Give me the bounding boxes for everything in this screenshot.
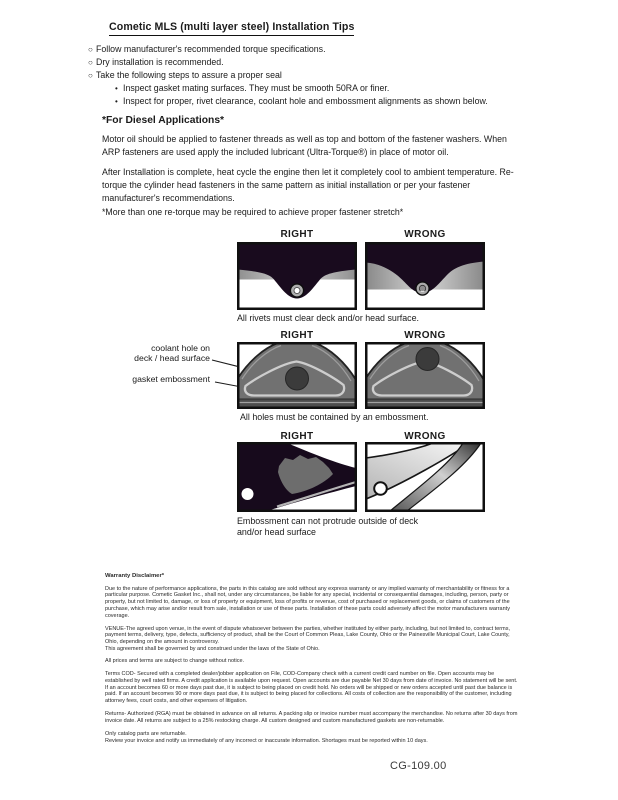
wrong-label: WRONG <box>404 330 446 341</box>
warranty-disclaimer-section: Warranty Disclaimer* Due to the nature of performance applications, the parts in this catalog are sold without any express warranty or any implied warranty of merchantability or fitness for a particular purpose. Cometic Gasket Inc., shall not, under any circumstances, be liable for any special, incidental or consequential damages, including, person, party or property, but not limited to, damage, or loss of property or equipment, loss of profits or revenue, cost of purchased or replacement goods, or claims of customers of the purchase, which may arise and/or result from sale, installation or use of these parts. Installation of these parts could adversely affect the motor manufacturers warranty coverage. VENUE-The agreed upon venue, in the event of dispute whatsoever between the parties, whether instituted by either party, including, but not limited to, contract terms, payment terms, delivery, type, defects, sufficiency of product, shall be the Court of Common Pleas, Lake County, Ohio or the Painesville Municipal Court, Lake County, Ohio, depending on the amount in controversy. This agreement shall be governed by and construed under the laws of the State of Ohio. All prices and terms are subject to change without notice. Terms COD- Secured with a completed dealer/jobber application on File, COD-Company check with a current credit card number on file. Open accounts may be established by well rated firms. A credit application is available upon request. Open accounts are due payable Net 30 days from date of invoice. No statement will be sent. If an account becomes 60 or more days past due, it is subject to being placed on credit hold. No orders will be shipped or new orders accepted until past due balance is paid. If an account becomes 90 or more days past due, it is subject to being placed for collections. All costs of collection are the responsibility of the customer, including attorney fees, court costs, and other expenses of litigation. Returns- Authorized (RGA) must be obtained in advance on all returns. A packing slip or invoice number must accompany the merchandise. No returns after 30 days from invoice date. All returns are subject to a 25% restocking charge. All custom designed and custom manufactured gaskets are non-returnable. Only catalog parts are returnable. Review your invoice and notify us immediately of any incorrect or inaccurate information. Shortages must be reported within 10 days. <box>105 573 520 750</box>
page-code: CG-109.00 <box>390 760 447 772</box>
protrusion-wrong-diagram <box>365 442 485 512</box>
legal-paragraph-returns: Returns- Authorized (RGA) must be obtained in advance on all returns. A packing slip or invoice number must accompany the merchandise. No returns after 30 days from invoice date. All returns are subject to a 25% restocking charge. All custom designed and custom manufactured gaskets are non-returnable. <box>105 711 518 724</box>
rivet-clearance-right-diagram <box>237 242 357 310</box>
diesel-paragraph-2: After Installation is complete, heat cycle the engine then let it completely cool to ambient temperature. Re-torque the cylinder head fasteners in the same pattern as initial installation or per your fastener manufacturer's recommendations. <box>102 167 514 203</box>
tip-text: Inspect for proper, rivet clearance, coolant hole and embossment alignments as shown below. <box>123 96 488 106</box>
right-label: RIGHT <box>280 330 314 341</box>
list-item <box>88 43 548 56</box>
retorque-note: *More than one re-torque may be required to achieve proper fastener stretch* <box>102 207 404 217</box>
coolant-hole-callout: coolant hole on deck / head surface <box>134 343 210 364</box>
wrong-label: WRONG <box>404 229 446 240</box>
list-item <box>88 56 548 69</box>
list-item <box>88 82 548 95</box>
list-item <box>88 69 548 82</box>
right-label: RIGHT <box>280 229 314 240</box>
page-title: Cometic MLS (multi layer steel) Installation Tips <box>109 21 354 36</box>
diesel-paragraph-1: Motor oil should be applied to fastener threads as well as top and bottom of the fastener washers. When ARP fasteners are used apply the included lubricant (Ultra-Torque®) in place of motor oil. <box>102 134 507 157</box>
installation-tips-list <box>88 43 548 108</box>
tip-text: Inspect gasket mating surfaces. They must be smooth 50RA or finer. <box>123 83 390 93</box>
embossment-contained-right-diagram <box>237 342 357 409</box>
circle-bullet-icon: ○ <box>88 58 93 67</box>
wrong-label: WRONG <box>404 431 446 442</box>
embossment-contained-wrong-diagram <box>365 342 485 409</box>
rivet-clearance-wrong-diagram <box>365 242 485 310</box>
row2-caption: All holes must be contained by an embossment. <box>240 412 429 422</box>
tip-text: Dry installation is recommended. <box>96 57 224 67</box>
circle-bullet-icon: ○ <box>88 45 93 54</box>
row1-caption: All rivets must clear deck and/or head surface. <box>237 313 420 323</box>
right-label: RIGHT <box>280 431 314 442</box>
tip-text: Take the following steps to assure a proper seal <box>96 70 282 80</box>
warranty-heading: Warranty Disclaimer* <box>105 573 165 579</box>
dot-bullet-icon: • <box>115 84 118 93</box>
legal-paragraph-warranty: Due to the nature of performance applications, the parts in this catalog are sold without any express warranty or any implied warranty of merchantability or fitness for a particular purpose. Cometic Gasket Inc., shall not, under any circumstances, be liable for any special, incidental or consequential damages, including, person, party or property, but not limited to, damage, or loss of property or equipment, loss of profits or revenue, cost of purchased or replacement goods, or claims of customers of the purchase, which may arise and/or result from sale, installation or use of these parts. Installation of these parts could adversely affect the motor manufacturers warranty coverage. <box>105 585 510 619</box>
row3-caption: Embossment can not protrude outside of deck and/or head surface <box>237 516 419 537</box>
protrusion-right-diagram <box>237 442 357 512</box>
dot-bullet-icon: • <box>115 97 118 106</box>
legal-paragraph-prices: All prices and terms are subject to change without notice. <box>105 658 245 665</box>
diesel-section-heading: *For Diesel Applications* <box>102 115 225 126</box>
gasket-embossment-callout: gasket embossment <box>132 374 210 384</box>
tip-text: Follow manufacturer's recommended torque specifications. <box>96 44 326 54</box>
circle-bullet-icon: ○ <box>88 71 93 80</box>
list-item <box>88 95 548 108</box>
legal-paragraph-terms: Terms COD- Secured with a completed dealer/jobber application on File, COD-Company check with a current credit card number on file. Open accounts may be established by well rated firms. A credit application is available upon request. Open accounts are due payable Net 30 days from date of invoice. No statement will be sent. If an account becomes 60 or more days past due, it is subject to being placed on credit hold. No orders will be shipped or new orders accepted until past due balance is paid. If an account becomes 90 or more days past due, it is subject to being placed for collections. All costs of collection are the responsibility of the customer, including attorney fees, court costs, and other expenses of litigation. <box>105 671 518 705</box>
